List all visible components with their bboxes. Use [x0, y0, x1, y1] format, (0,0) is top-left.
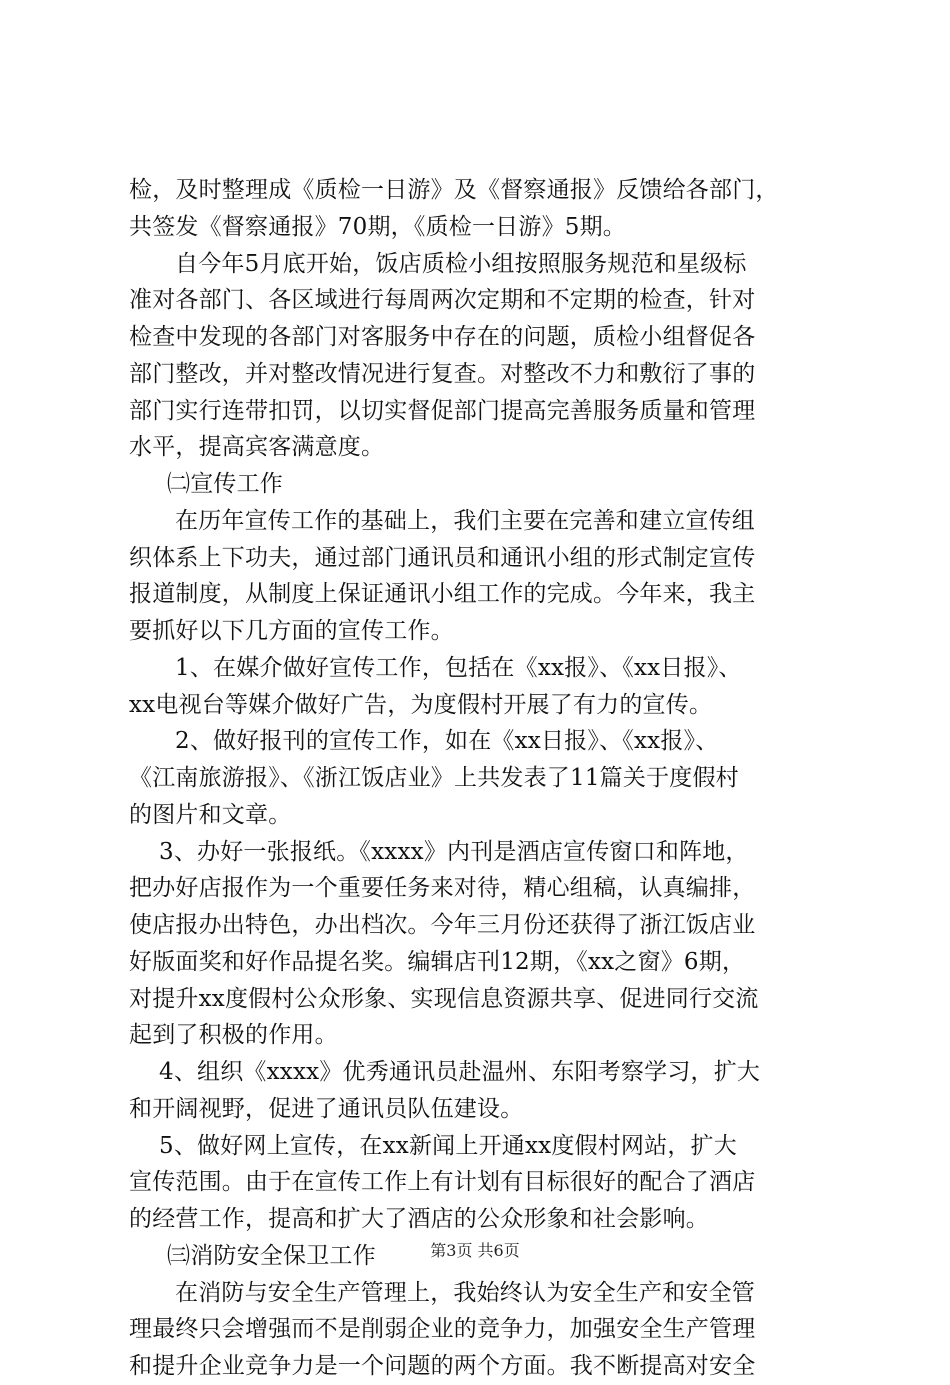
- text-line: 检查中发现的各部门对客服务中存在的问题，质检小组督促各: [129, 324, 756, 350]
- text-line: xx电视台等媒介做好广告，为度假村开展了有力的宣传。: [129, 691, 713, 718]
- numbered-item-5: 5、做好网上宣传，在xx新闻上开通xx度假村网站，扩大: [159, 1132, 737, 1159]
- numbered-item-3: 3、办好一张报纸。《xxxx》内刊是酒店宣传窗口和阵地，: [159, 838, 749, 865]
- text-line: 好版面奖和好作品提名奖。编辑店刊12期，《xx之窗》6期，: [129, 948, 746, 975]
- text-line: 把办好店报作为一个重要任务来对待，精心组稿，认真编排，: [129, 875, 756, 902]
- text-line: 水平，提高宾客满意度。: [129, 434, 385, 461]
- numbered-item-2: 2、做好报刊的宣传工作，如在《xx日报》、《xx报》、: [175, 728, 719, 755]
- text-line: 准对各部门、各区域进行每周两次定期和不定期的检查，针对: [129, 287, 756, 314]
- text-line: 宣传范围。由于在宣传工作上有计划有目标很好的配合了酒店: [129, 1169, 756, 1196]
- text-line: 起到了积极的作用。: [129, 1022, 338, 1049]
- text-line: 使店报办出特色，办出档次。今年三月份还获得了浙江饭店业: [129, 912, 756, 938]
- section-heading-publicity: ㈡宣传工作: [167, 471, 283, 497]
- text-line: 的图片和文章。: [129, 801, 292, 828]
- text-line: 对提升xx度假村公众形象、实现信息资源共享、促进同行交流: [129, 985, 759, 1012]
- text-line: 部门实行连带扣罚，以切实督促部门提高完善服务质量和管理: [129, 397, 756, 424]
- text-line: 报道制度，从制度上保证通讯小组工作的完成。今年来，我主: [129, 581, 756, 608]
- text-line: 和开阔视野，促进了通讯员队伍建设。: [129, 1095, 524, 1122]
- text-line: 理最终只会增强而不是削弱企业的竞争力，加强安全生产管理: [129, 1316, 756, 1343]
- paragraph-start-line: 自今年5月底开始，饭店质检小组按照服务规范和星级标: [175, 250, 747, 277]
- text-line: 织体系上下功夫，通过部门通讯员和通讯小组的形式制定宣传: [129, 544, 756, 571]
- text-line: 《江南旅游报》、《浙江饭店业》上共发表了11篇关于度假村: [129, 765, 739, 791]
- text-line: 的经营工作，提高和扩大了酒店的公众形象和社会影响。: [129, 1206, 709, 1232]
- paragraph-start-line: 在历年宣传工作的基础上，我们主要在完善和建立宣传组: [175, 507, 755, 534]
- document-body: [129, 172, 829, 1385]
- text-line: 要抓好以下几方面的宣传工作。: [129, 618, 454, 644]
- numbered-item-1: 1、在媒介做好宣传工作，包括在《xx报》、《xx日报》、: [175, 654, 742, 681]
- text-line: 检，及时整理成《质检一日游》及《督察通报》反馈给各部门，: [129, 177, 779, 203]
- text-line: 和提升企业竞争力是一个问题的两个方面。我不断提高对安全: [129, 1353, 756, 1379]
- text-line: 共签发《督察通报》70期，《质检一日游》5期。: [129, 213, 626, 240]
- numbered-item-4: 4、组织《xxxx》优秀通讯员赴温州、东阳考察学习，扩大: [159, 1059, 761, 1085]
- section-heading-fire-safety: ㈢消防安全保卫工作: [167, 1242, 376, 1269]
- page-number-footer: 第3页 共6页: [430, 1241, 520, 1260]
- text-line: 部门整改，并对整改情况进行复查。对整改不力和敷衍了事的: [129, 360, 756, 387]
- paragraph-start-line: 在消防与安全生产管理上，我始终认为安全生产和安全管: [175, 1279, 755, 1306]
